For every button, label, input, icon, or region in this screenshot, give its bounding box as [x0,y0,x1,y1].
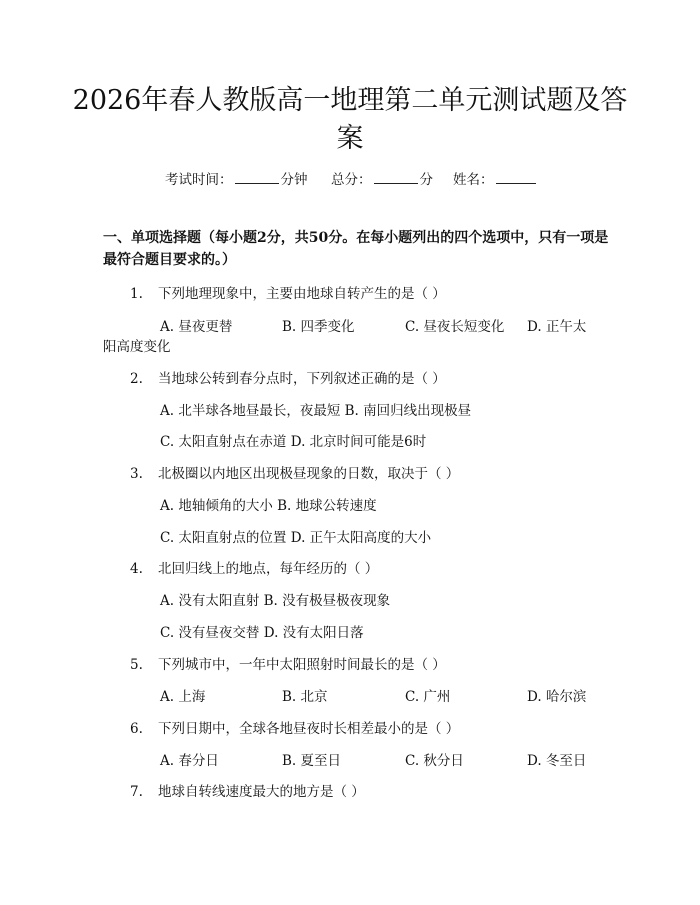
options-line-1: A. 北半球各地昼最长，夜最短 B. 南回归线出现极昼 [160,403,472,419]
question-number: 6. [130,721,143,737]
question-1 [130,282,446,302]
question-text: 下列地理现象中，主要由地球自转产生的是（ ） [158,286,446,302]
exam-time-label: 考试时间： [165,172,233,188]
question-text: 当地球公转到春分点时，下列叙述正确的是（ ） [158,371,446,387]
section-heading: 一、单项选择题（每小题2分，共50分。在每小题列出的四个选项中，只有一项是最符合题目要求的。） [103,230,609,268]
student-name-label: 姓名： [453,172,494,188]
option-a: A. 昼夜更替 [160,319,233,335]
question-2 [130,367,446,387]
question-text: 下列日期中，全球各地昼夜时长相差最小的是（ ） [158,721,460,737]
question-text: 北回归线上的地点，每年经历的（ ） [158,561,379,577]
question-text: 地球自转线速度最大的地方是（ ） [158,784,365,800]
options-line-1: A. 地轴倾角的大小 B. 地球公转速度 [160,498,377,514]
question-number: 7. [130,784,143,800]
option-b: B. 夏至日 [282,753,342,769]
student-name-blank [496,170,536,184]
question-text: 下列城市中，一年中太阳照射时间最长的是（ ） [158,657,446,673]
question-number: 4. [130,561,143,577]
option-c: C. 秋分日 [405,753,464,769]
total-score-unit: 分 [419,172,433,188]
student-name-field [453,168,538,188]
option-d: D. 冬至日 [527,753,587,769]
question-7 [130,780,365,800]
document-title: 2026年春人教版高一地理第二单元测试题及答案 [72,85,628,154]
exam-time-field [165,168,308,188]
options-line-2: C. 太阳直射点的位置 D. 正午太阳高度的大小 [160,530,432,546]
question-number: 2. [130,371,143,387]
question-number: 5. [130,657,143,673]
question-number: 1. [130,286,143,302]
question-6 [130,717,459,737]
options-line-2: C. 太阳直射点在赤道 D. 北京时间可能是6时 [160,434,427,450]
question-4 [130,557,378,577]
question-number: 3. [130,466,143,482]
question-text: 北极圈以内地区出现极昼现象的日数，取决于（ ） [158,466,460,482]
option-d: D. 哈尔滨 [527,689,587,705]
option-d-continued: 阳高度变化 [103,339,171,355]
option-c: C. 广州 [405,689,451,705]
total-score-blank [374,170,418,184]
option-b: B. 北京 [282,689,328,705]
exam-time-unit: 分钟 [280,172,308,188]
option-b: B. 四季变化 [282,319,355,335]
option-d: D. 正午太 [527,319,587,335]
options-line-1: A. 没有太阳直射 B. 没有极昼极夜现象 [160,593,391,609]
question-5 [130,653,446,673]
exam-time-blank [235,170,279,184]
options-line-2: C. 没有昼夜交替 D. 没有太阳日落 [160,625,364,641]
question-3 [130,462,459,482]
total-score-field [331,168,433,188]
option-c: C. 昼夜长短变化 [405,319,505,335]
option-a: A. 春分日 [160,753,219,769]
total-score-label: 总分： [331,172,372,188]
option-a: A. 上海 [160,689,206,705]
